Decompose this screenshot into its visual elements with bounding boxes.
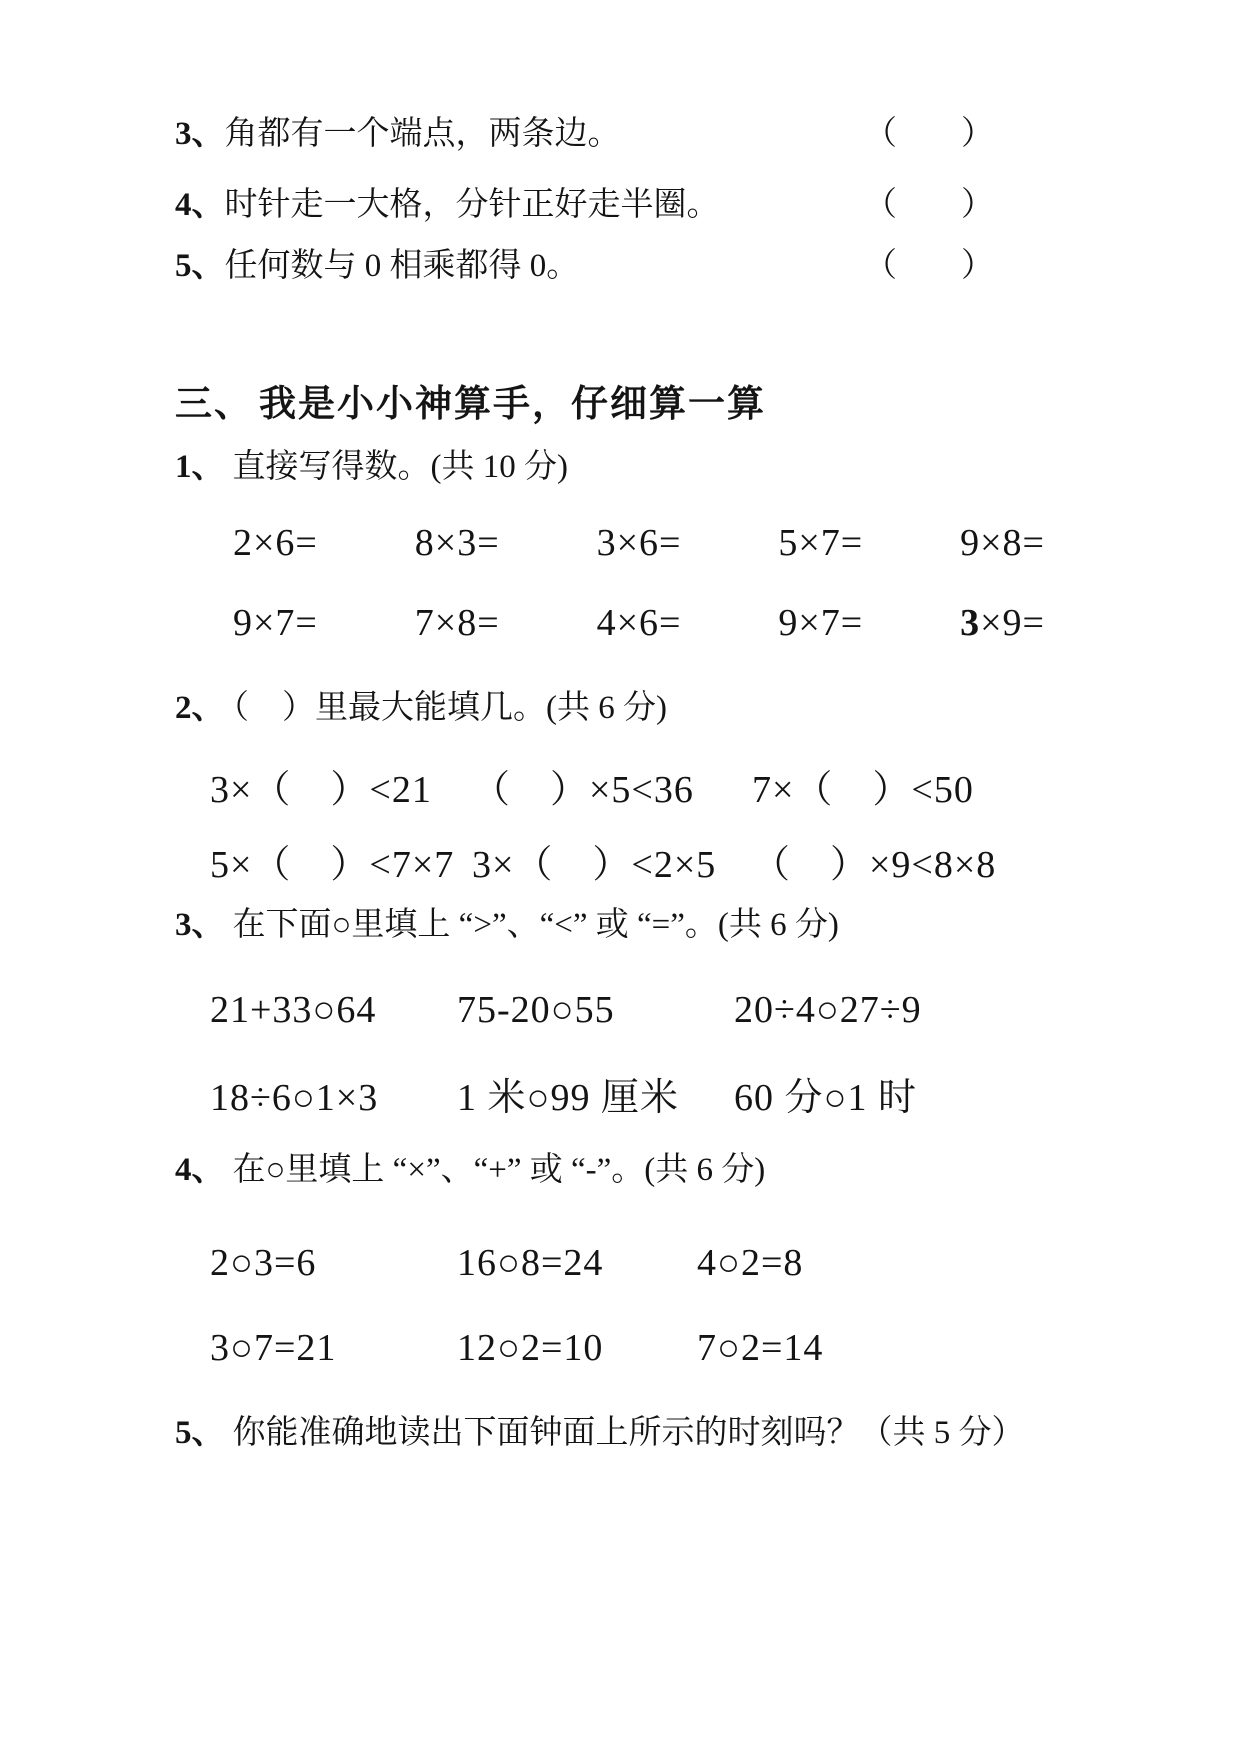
question-title: 你能准确地读出下面钟面上所示的时刻吗？ xyxy=(232,1415,860,1451)
equation-cell: 3○7=21 xyxy=(210,1327,337,1369)
statement-text: 时针走一大格，分针正好走半圈。 xyxy=(224,187,720,223)
section-title xyxy=(175,385,1071,425)
q3-equation-row-1 xyxy=(210,990,1071,1030)
equation-cell: 2○3=6 xyxy=(210,1242,317,1284)
question-points: (共 6 分) xyxy=(717,907,839,943)
answer-parens xyxy=(864,246,994,286)
item-number: 5、 xyxy=(175,248,225,284)
true-false-item-3 xyxy=(175,114,1071,154)
equation-cell: （ ）×9<8×8 xyxy=(752,844,997,886)
question-number: 4、 xyxy=(175,1152,225,1188)
true-false-item-4 xyxy=(175,185,1071,225)
open-paren: （ xyxy=(864,116,897,152)
q1-equation-row-1 xyxy=(233,523,1045,563)
question-title: 在○里填上 “×”、“+” 或 “-”。 xyxy=(232,1152,645,1188)
q2-equation-row-2 xyxy=(210,845,1071,885)
equation-cell: 3×（ ）<21 xyxy=(210,769,432,811)
equation-cell: （ ）×5<36 xyxy=(472,769,694,811)
equation-cell: 5×（ ）<7×7 xyxy=(210,844,455,886)
q4-equation-row-2 xyxy=(210,1328,1071,1368)
equation-cell: 3×6= xyxy=(596,522,682,564)
true-false-item-5 xyxy=(175,246,1071,286)
equation-cell: 9×8= xyxy=(960,522,1045,564)
open-paren: （ xyxy=(864,187,897,223)
equation-cell: 4×6= xyxy=(596,602,682,644)
question-title: 在下面○里填上 “>”、“<” 或 “=”。 xyxy=(232,907,718,943)
question-number: 1、 xyxy=(175,449,225,485)
equation-cell: 3×（ ）<2×5 xyxy=(472,844,717,886)
equation-cell: 7○2=14 xyxy=(697,1327,824,1369)
question-number: 2、 xyxy=(175,690,225,726)
q4-equation-row-1 xyxy=(210,1243,1071,1283)
close-paren: ） xyxy=(961,187,994,223)
question-5-header xyxy=(175,1413,1071,1453)
q1-equation-row-2 xyxy=(233,603,1045,643)
equation-cell: 2×6= xyxy=(233,522,318,564)
answer-parens xyxy=(864,185,994,225)
statement-text: 任何数与 0 相乘都得 0。 xyxy=(224,248,580,284)
question-2-header xyxy=(175,688,1071,728)
equation-cell: 5×7= xyxy=(778,522,864,564)
open-paren: （ xyxy=(864,248,897,284)
close-paren: ） xyxy=(961,248,994,284)
question-points: (共 6 分) xyxy=(644,1152,766,1188)
equation-cell: 12○2=10 xyxy=(457,1327,604,1369)
equation-cell: 60 分○1 时 xyxy=(734,1077,917,1119)
equation-cell: 20÷4○27÷9 xyxy=(734,989,922,1031)
equation-cell: 75-20○55 xyxy=(457,989,615,1031)
equation-cell: 16○8=24 xyxy=(457,1242,604,1284)
bold-digit: 3 xyxy=(960,602,981,644)
q2-equation-row-1 xyxy=(210,770,1071,810)
close-paren: ） xyxy=(961,116,994,152)
question-number: 3、 xyxy=(175,907,225,943)
question-points: (共 10 分) xyxy=(430,449,568,485)
section-title-text: 我是小小神算手，仔细算一算 xyxy=(259,384,766,425)
q3-equation-row-2 xyxy=(210,1078,1071,1118)
equation-cell: 8×3= xyxy=(414,522,500,564)
equation-cell: 7×8= xyxy=(414,602,500,644)
equation-cell: 9×7= xyxy=(778,602,864,644)
question-points: （共 5 分） xyxy=(859,1415,1025,1451)
equation-cell: 21+33○64 xyxy=(210,989,377,1031)
question-3-header xyxy=(175,905,1071,945)
equation-cell: 7×（ ）<50 xyxy=(752,769,974,811)
equation-rest: ×9= xyxy=(980,602,1045,644)
section-number: 三、 xyxy=(175,384,253,425)
answer-parens xyxy=(864,114,994,154)
item-number: 4、 xyxy=(175,187,225,223)
question-1-header xyxy=(175,447,1071,487)
equation-cell: 9×7= xyxy=(233,602,318,644)
statement-text: 角都有一个端点，两条边。 xyxy=(224,116,621,152)
question-title: （ ）里最大能填几。 xyxy=(232,690,546,726)
question-points: (共 6 分) xyxy=(546,690,667,726)
item-number: 3、 xyxy=(175,116,225,152)
equation-cell xyxy=(960,603,1045,643)
question-number: 5、 xyxy=(175,1415,225,1451)
equation-cell: 1 米○99 厘米 xyxy=(457,1077,679,1119)
question-4-header xyxy=(175,1150,1071,1190)
equation-cell: 18÷6○1×3 xyxy=(210,1077,379,1119)
equation-cell: 4○2=8 xyxy=(697,1242,804,1284)
question-title: 直接写得数。 xyxy=(232,449,431,485)
